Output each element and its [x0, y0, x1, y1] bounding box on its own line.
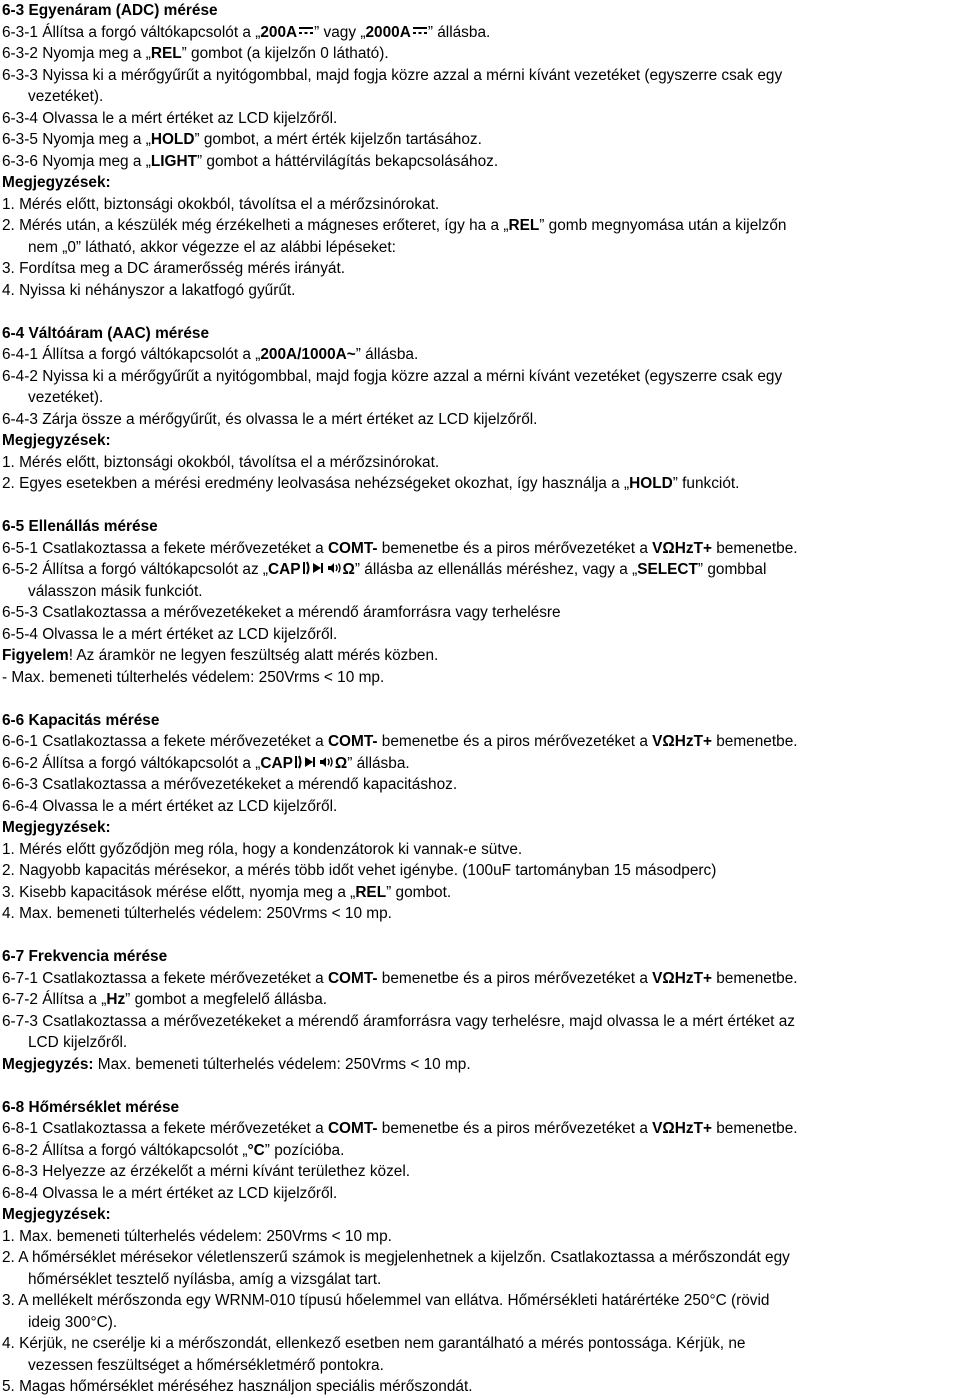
step-6-5-3: 6-5-3 Csatlakoztassa a mérővezetékeket a mérendő áramforrásra vagy terhelésre — [2, 604, 561, 621]
note-text: 2. Egyes esetekben a mérési eredmény leolvasása nehézségeket okozhat, így használja a „ — [2, 475, 630, 492]
step-text: bemenetbe és a piros mérővezetéket a — [377, 969, 653, 987]
section-6-7 — [2, 946, 960, 1075]
note-2-cont: nem „0” látható, akkor végezze el az alábbi lépéseket: — [28, 238, 396, 256]
step-6-8-4: 6-8-4 Olvassa le a mért értéket az LCD kijelzőről. — [2, 1184, 338, 1202]
step-text: ” állásba az ellenállás méréshez, vagy a „ — [354, 561, 638, 578]
button-name: REL — [508, 217, 540, 234]
notes-heading: Megjegyzések: — [2, 1206, 111, 1223]
range-label: 2000A — [365, 23, 411, 41]
note-2: 2. A hőmérséklet mérésekor véletlenszerű számok is megjelenhetnek a kijelzőn. Csatlakoztassa a mérőszondát egy — [2, 1249, 790, 1266]
note-1: 1. Mérés előtt, biztonsági okokból, távolítsa el a mérőzsinórokat. — [2, 195, 440, 213]
note — [2, 1054, 960, 1076]
step-text: 6-5-2 Állítsa a forgó váltókapcsolót az „ — [2, 561, 269, 578]
note-5: 5. Magas hőmérséklet méréséhez használjon speciális mérőszondát. — [2, 1378, 473, 1395]
button-name: HOLD — [150, 131, 195, 148]
button-name: REL — [355, 883, 387, 901]
step-text: 6-8-2 Állítsa a forgó váltókapcsolót „ — [2, 1141, 248, 1159]
section-6-6 — [2, 710, 960, 925]
section-6-8 — [2, 1097, 960, 1398]
section-6-4 — [2, 323, 960, 495]
note-1: 1. Mérés előtt, biztonsági okokból, távolítsa el a mérőzsinórokat. — [2, 453, 440, 471]
step-6-3-5 — [2, 129, 960, 151]
section-title: 6-5 Ellenállás mérése — [2, 518, 158, 535]
button-name: HOLD — [629, 475, 673, 492]
step-text: ” gombot a háttérvilágítás bekapcsolásához. — [197, 152, 499, 170]
notes-heading: Megjegyzések: — [2, 432, 111, 449]
step-text: 6-7-1 Csatlakoztassa a fekete mérővezetéket a — [2, 969, 328, 987]
note-text: ” gomb megnyomása után a kijelzőn — [539, 217, 787, 234]
step-6-7-2 — [2, 989, 960, 1011]
note-text: 3. Kisebb kapacitások mérése előtt, nyomja meg a „ — [2, 883, 356, 901]
note-3 — [2, 882, 960, 904]
step-6-4-2: 6-4-2 Nyissa ki a mérőgyűrűt a nyitógombbal, majd fogja közre azzal a mérni kívánt vezetéket (egyszerre csak egy — [2, 367, 783, 385]
dc-symbol-icon — [412, 25, 428, 36]
section-title: 6-4 Váltóáram (AAC) mérése — [2, 324, 209, 342]
step-text: 6-4-1 Állítsa a forgó váltókapcsolót a „ — [2, 346, 261, 363]
range-label: CAP — [260, 754, 293, 772]
step-text: bemenetbe. — [711, 733, 798, 750]
section-spacer — [2, 925, 960, 947]
step-6-6-2 — [2, 753, 960, 775]
note-text: ” gombot. — [386, 883, 452, 901]
section-title: 6-6 Kapacitás mérése — [2, 711, 160, 729]
step-6-4-2-cont: vezetéket). — [28, 389, 104, 406]
step-6-3-2 — [2, 43, 960, 65]
max-input-note: - Max. bemeneti túlterhelés védelem: 250Vrms < 10 mp. — [2, 668, 385, 686]
section-spacer — [2, 688, 960, 710]
warning-text: ! Az áramkör ne legyen feszültség alatt mérés közben. — [68, 647, 439, 664]
step-text: 6-5-1 Csatlakoztassa a fekete mérővezetéket a — [2, 539, 328, 557]
section-spacer — [2, 495, 960, 517]
step-6-5-2-cont: válasszon másik funkciót. — [28, 582, 203, 600]
note-2 — [2, 215, 960, 237]
step-6-5-4: 6-5-4 Olvassa le a mért értéket az LCD kijelzőről. — [2, 625, 338, 643]
step-text: ” pozícióba. — [264, 1141, 345, 1159]
step-6-6-3: 6-6-3 Csatlakoztassa a mérővezetékeket a mérendő kapacitáshoz. — [2, 776, 458, 793]
terminal-label: VΩHzT+ — [652, 733, 712, 750]
step-6-5-2 — [2, 559, 960, 581]
section-spacer — [2, 1075, 960, 1097]
step-text: 6-6-1 Csatlakoztassa a fekete mérővezetéket a — [2, 733, 328, 750]
note-2: 2. Nagyobb kapacitás mérésekor, a mérés több időt vehet igénybe. (100uF tartományban 15 másodperc) — [2, 862, 717, 879]
step-6-7-1 — [2, 968, 960, 990]
warning — [2, 645, 960, 667]
note-3-cont: ideig 300°C). — [28, 1313, 118, 1331]
note-4: 4. Nyissa ki néhányszor a lakatfogó gyűrűt. — [2, 281, 296, 299]
button-name: Hz — [106, 991, 126, 1008]
terminal-label: COMT- — [327, 539, 378, 557]
note-text: Max. bemeneti túlterhelés védelem: 250Vrms < 10 mp. — [93, 1055, 471, 1073]
step-text: ” gombbal — [697, 561, 767, 578]
capacitor-diode-buzzer-icon — [301, 560, 343, 576]
step-6-3-3-cont: vezetéket). — [28, 88, 104, 105]
note-1: 1. Mérés előtt győződjön meg róla, hogy a kondenzátorok ki vannak-e sütve. — [2, 840, 523, 858]
section-title: 6-7 Frekvencia mérése — [2, 948, 168, 965]
step-6-3-3: 6-3-3 Nyissa ki a mérőgyűrűt a nyitógombbal, majd fogja közre azzal a mérni kívánt vezetéket (egyszerre csak egy — [2, 66, 783, 84]
note-4: 4. Kérjük, ne cserélje ki a mérőszondát, ellenkező esetben nem garantálható a mérés pontossága. Kérjük, ne — [2, 1335, 746, 1352]
button-name: REL — [150, 45, 182, 62]
range-label: 200A — [260, 23, 298, 41]
step-text: bemenetbe. — [711, 1120, 798, 1137]
terminal-label: VΩHzT+ — [652, 969, 712, 987]
step-text: ” állásba. — [347, 754, 410, 772]
step-text: bemenetbe. — [711, 539, 798, 557]
note-2-cont: hőmérséklet tesztelő nyílásba, amíg a vizsgálat tart. — [28, 1270, 382, 1288]
step-text: 6-3-6 Nyomja meg a „ — [2, 152, 151, 170]
step-text: bemenetbe és a piros mérővezetéket a — [377, 1120, 653, 1137]
note-4-cont: vezessen feszültséget a hőmérsékletmérő pontokra. — [28, 1356, 384, 1374]
terminal-label: VΩHzT+ — [652, 539, 712, 557]
section-title: 6-8 Hőmérséklet mérése — [2, 1098, 180, 1116]
terminal-label: VΩHzT+ — [652, 1120, 712, 1137]
section-spacer — [2, 301, 960, 323]
step-6-3-4: 6-3-4 Olvassa le a mért értéket az LCD kijelzőről. — [2, 109, 338, 127]
step-text: ” gombot, a mért érték kijelzőn tartásához. — [194, 131, 482, 148]
step-6-8-3: 6-8-3 Helyezze az érzékelőt a mérni kívánt területhez közel. — [2, 1163, 411, 1180]
step-text: ” állásba. — [427, 23, 491, 41]
step-6-5-1 — [2, 538, 960, 560]
note-1: 1. Max. bemeneti túlterhelés védelem: 250Vrms < 10 mp. — [2, 1227, 392, 1245]
note-3: 3. Fordítsa meg a DC áramerősség mérés irányát. — [2, 260, 345, 277]
step-text: bemenetbe és a piros mérővezetéket a — [377, 733, 653, 750]
note-text: 2. Mérés után, a készülék még érzékelheti a mágneses erőteret, így ha a „ — [2, 217, 509, 234]
step-text: 6-7-2 Állítsa a „ — [2, 991, 107, 1008]
range-label: CAP — [268, 561, 301, 578]
warning-label: Figyelem — [2, 647, 69, 664]
step-text: bemenetbe és a piros mérővezetéket a — [377, 539, 653, 557]
step-6-8-2 — [2, 1140, 960, 1162]
terminal-label: COMT- — [327, 733, 378, 750]
step-text: ” állásba. — [355, 346, 419, 363]
ohm-symbol: Ω — [342, 561, 355, 578]
section-title: 6-3 Egyenáram (ADC) mérése — [2, 2, 218, 19]
step-6-6-4: 6-6-4 Olvassa le a mért értéket az LCD kijelzőről. — [2, 797, 338, 815]
step-text: 6-3-1 Állítsa a forgó váltókapcsolót a „ — [2, 23, 261, 41]
terminal-label: COMT- — [327, 1120, 378, 1137]
step-text: 6-8-1 Csatlakoztassa a fekete mérővezetéket a — [2, 1120, 328, 1137]
range-label: °C — [247, 1141, 265, 1159]
step-text: ” gombot (a kijelzőn 0 látható). — [181, 45, 389, 62]
step-text: bemenetbe. — [711, 969, 798, 987]
step-text: 6-6-2 Állítsa a forgó váltókapcsolót a „ — [2, 754, 261, 772]
step-6-7-3: 6-7-3 Csatlakoztassa a mérővezetékeket a mérendő áramforrásra vagy terhelésre, majd olvassa le a mért értéket az — [2, 1012, 795, 1030]
note-2 — [2, 473, 960, 495]
notes-heading: Megjegyzések: — [2, 819, 111, 836]
notes-heading: Megjegyzés: — [2, 1055, 94, 1073]
step-6-8-1 — [2, 1118, 960, 1140]
step-text: ” vagy „ — [314, 23, 366, 41]
step-6-4-3: 6-4-3 Zárja össze a mérőgyűrűt, és olvassa le a mért értéket az LCD kijelzőről. — [2, 410, 538, 428]
range-label: 200A/1000A~ — [260, 346, 356, 363]
section-6-5 — [2, 516, 960, 688]
step-6-6-1 — [2, 731, 960, 753]
dc-symbol-icon — [298, 25, 314, 36]
step-text: ” gombot a megfelelő állásba. — [125, 991, 328, 1008]
step-text: 6-3-2 Nyomja meg a „ — [2, 45, 151, 62]
notes-heading: Megjegyzések: — [2, 174, 111, 191]
note-text: ” funkciót. — [672, 475, 740, 492]
step-6-7-3-cont: LCD kijelzőről. — [28, 1034, 128, 1051]
terminal-label: COMT- — [327, 969, 378, 987]
step-text: 6-3-5 Nyomja meg a „ — [2, 131, 151, 148]
section-6-3 — [2, 0, 960, 301]
button-name: SELECT — [637, 561, 698, 578]
step-6-4-1 — [2, 344, 960, 366]
note-3: 3. A mellékelt mérőszonda egy WRNM-010 típusú hőelemmel van ellátva. Hőmérsékleti határértéke 250°C (rövid — [2, 1292, 770, 1309]
step-6-3-1 — [2, 22, 960, 44]
capacitor-diode-buzzer-icon — [293, 754, 335, 770]
step-6-3-6 — [2, 151, 960, 173]
ohm-symbol: Ω — [334, 754, 348, 772]
note-4: 4. Max. bemeneti túlterhelés védelem: 250Vrms < 10 mp. — [2, 905, 392, 922]
button-name: LIGHT — [150, 152, 197, 170]
